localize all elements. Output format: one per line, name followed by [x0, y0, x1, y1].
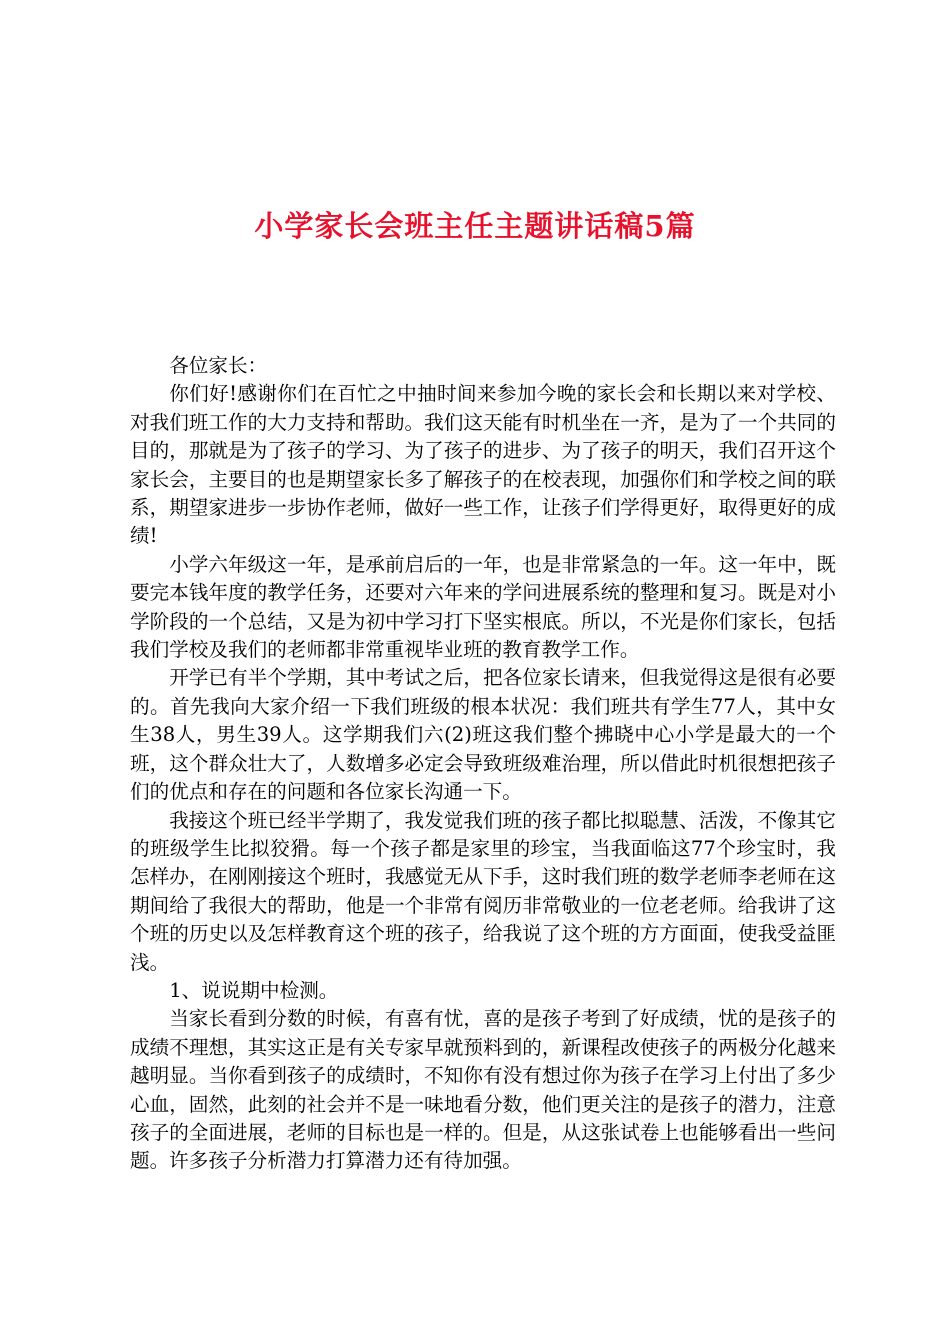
paragraph-midterm-scores: 当家长看到分数的时候，有喜有忧，喜的是孩子考到了好成绩，忧的是孩子的成绩不理想，其实这正是有关专家早就预料到的，新课程改使孩子的两极分化越来越明显。当你看到孩子的成绩时，不知你有没有想过你为孩子在学习上付出了多少心血，固然，此刻的社会并不是一味地看分数，他们更关注的是孩子的潜力，注意孩子的全面进展，老师的目标也是一样的。但是，从这张试卷上也能够看出一些问题。许多孩子分析潜力打算潜力还有待加强。: [130, 1007, 836, 1173]
salutation: 各位家长：: [169, 354, 268, 377]
section-heading-midterm: 1、说说期中检测。: [169, 978, 339, 1002]
document-title: 小学家长会班主任主题讲话稿5篇: [254, 209, 696, 243]
paragraph-sixth-grade: 小学六年级这一年，是承前启后的一年，也是非常紧急的一年。这一年中，既要完本钱年度的教学任务，还要对六年来的学问进展系统的整理和复习。既是对小学阶段的一个总结，又是为初中学习打下坚实根底。所以，不光是你们家长，包括我们学校及我们的老师都非常重视毕业班的教育教学工作。: [130, 552, 836, 662]
paragraph-taking-over-class: 我接这个班已经半学期了，我发觉我们班的孩子都比拟聪慧、活泼，不像其它的班级学生比拟狡猾。每一个孩子都是家里的珍宝，当我面临这77个珍宝时，我怎样办，在刚刚接这个班时，我感觉无从下手，这时我们班的数学老师李老师在这期间给了我很大的帮助，他是一个非常有阅历非常敬业的一位老老师。给我讲了这个班的历史以及怎样教育这个班的孩子，给我说了这个班的方方面面，使我受益匪浅。: [130, 808, 836, 974]
paragraph-class-status: 开学已有半个学期，其中考试之后，把各位家长请来，但我觉得这是很有必要的。首先我向大家介绍一下我们班级的根本状况：我们班共有学生77人，其中女生38人，男生39人。这学期我们六(2)班这我们整个拂晓中心小学是最大的一个班，这个群众壮大了，人数增多必定会导致班级难治理，所以借此时机很想把孩子们的优点和存在的问题和各位家长沟通一下。: [130, 666, 836, 804]
document-body: [130, 352, 836, 1176]
paragraph-greeting: 你们好!感谢你们在百忙之中抽时间来参加今晚的家长会和长期以来对学校、对我们班工作的大力支持和帮助。我们这天能有时机坐在一齐，是为了一个共同的目的，那就是为了孩子的学习、为了孩子的进步、为了孩子的明天，我们召开这个家长会，主要目的也是期望家长多了解孩子的在校表现，加强你们和学校之间的联系，期望家进步一步协作老师，做好一些工作，让孩子们学得更好，取得更好的成绩!: [130, 382, 836, 548]
